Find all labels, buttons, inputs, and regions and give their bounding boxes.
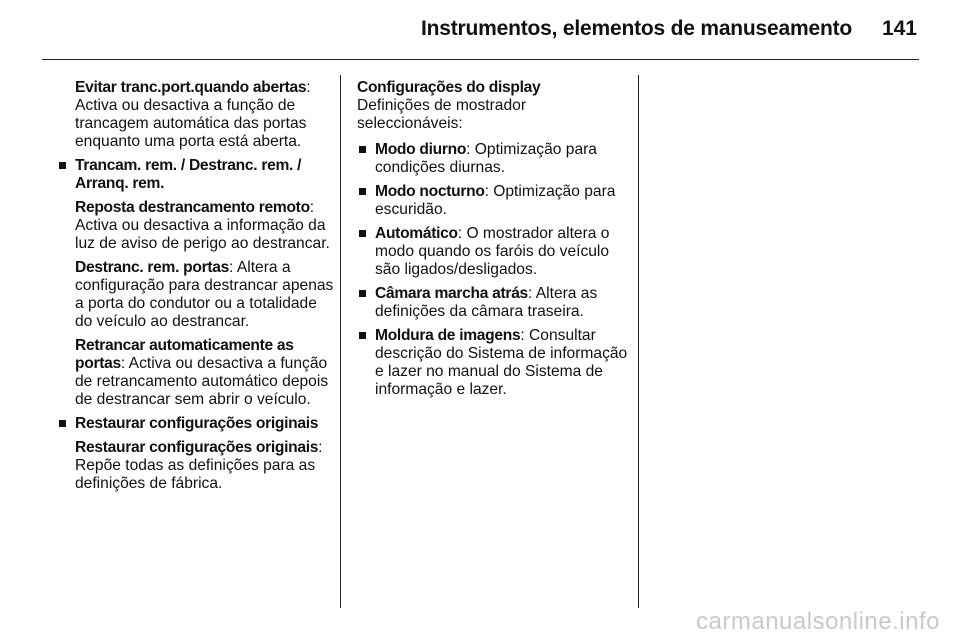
bullet-description: : Consultar descrição do Sistema de informação e lazer no manual do Sistema de informação e lazer.: [375, 327, 628, 398]
bullet-square-icon: [359, 290, 366, 297]
bullet-term: Automático: [375, 225, 458, 242]
section-intro: Definições de mostrador seleccionáveis:: [357, 97, 527, 132]
bullet-term: Trancam. rem. / Destranc. rem. / Arranq. rem.: [75, 157, 302, 192]
bullet-description: : Altera as definições da câmara traseira.: [375, 285, 598, 320]
bullet-term: Câmara marcha atrás: [375, 285, 528, 302]
setting-paragraph: [57, 337, 337, 409]
column-middle: [357, 79, 635, 405]
bullet-description: : Optimização para condições diurnas.: [375, 141, 597, 176]
setting-paragraph: [57, 439, 337, 493]
bullet-square-icon: [359, 332, 366, 339]
page-number: 141: [881, 17, 917, 40]
bullet-item: [57, 415, 337, 433]
bullet-item: [357, 225, 635, 279]
section-heading: Configurações do display: [357, 79, 541, 96]
page-title: Instrumentos, elementos de manuseamento: [421, 17, 852, 40]
bullet-item: [357, 183, 635, 219]
bullet-term: Restaurar configurações originais: [75, 415, 319, 432]
setting-paragraph: [57, 199, 337, 253]
bullet-item: [357, 327, 635, 399]
bullet-term: Modo diurno: [375, 141, 467, 158]
setting-description: : Activa ou desactiva a função de trancagem automática das portas enquanto uma porta está aberta.: [75, 79, 311, 150]
setting-paragraph: [57, 259, 337, 331]
column-divider-2: [638, 75, 639, 608]
setting-description: : Altera a configuração para destrancar apenas a porta do condutor ou a totalidade do veículo ao destrancar.: [75, 259, 334, 330]
bullet-square-icon: [359, 146, 366, 153]
bullet-term: Moldura de imagens: [375, 327, 521, 344]
setting-description: : Repõe todas as definições para as definições de fábrica.: [75, 439, 323, 492]
bullet-item: [57, 157, 337, 193]
setting-term: Destranc. rem. portas: [75, 259, 230, 276]
bullet-square-icon: [359, 230, 366, 237]
bullet-item: [357, 141, 635, 177]
bullet-square-icon: [59, 162, 66, 169]
watermark: carmanualsonline.info: [696, 608, 940, 635]
column-left: [57, 79, 337, 499]
bullet-square-icon: [359, 188, 366, 195]
bullet-description: : O mostrador altera o modo quando os faróis do veículo são ligados/desligados.: [375, 225, 610, 278]
header-rule: [42, 59, 919, 60]
setting-term: Reposta destrancamento remoto: [75, 199, 310, 216]
setting-term: Evitar tranc.port.quando abertas: [75, 79, 307, 96]
bullet-description: : Optimização para escuridão.: [375, 183, 616, 218]
setting-description: : Activa ou desactiva a informação da luz de aviso de perigo ao destrancar.: [75, 199, 330, 252]
bullet-item: [357, 285, 635, 321]
column-divider-1: [340, 75, 341, 608]
setting-description: : Activa ou desactiva a função de retrancamento automático depois de destrancar sem abrir o veículo.: [75, 355, 329, 408]
setting-paragraph: [57, 79, 337, 151]
setting-term: Restaurar configurações originais: [75, 439, 319, 456]
bullet-square-icon: [59, 420, 66, 427]
setting-term: Retrancar automaticamente as portas: [75, 337, 294, 372]
bullet-term: Modo nocturno: [375, 183, 485, 200]
